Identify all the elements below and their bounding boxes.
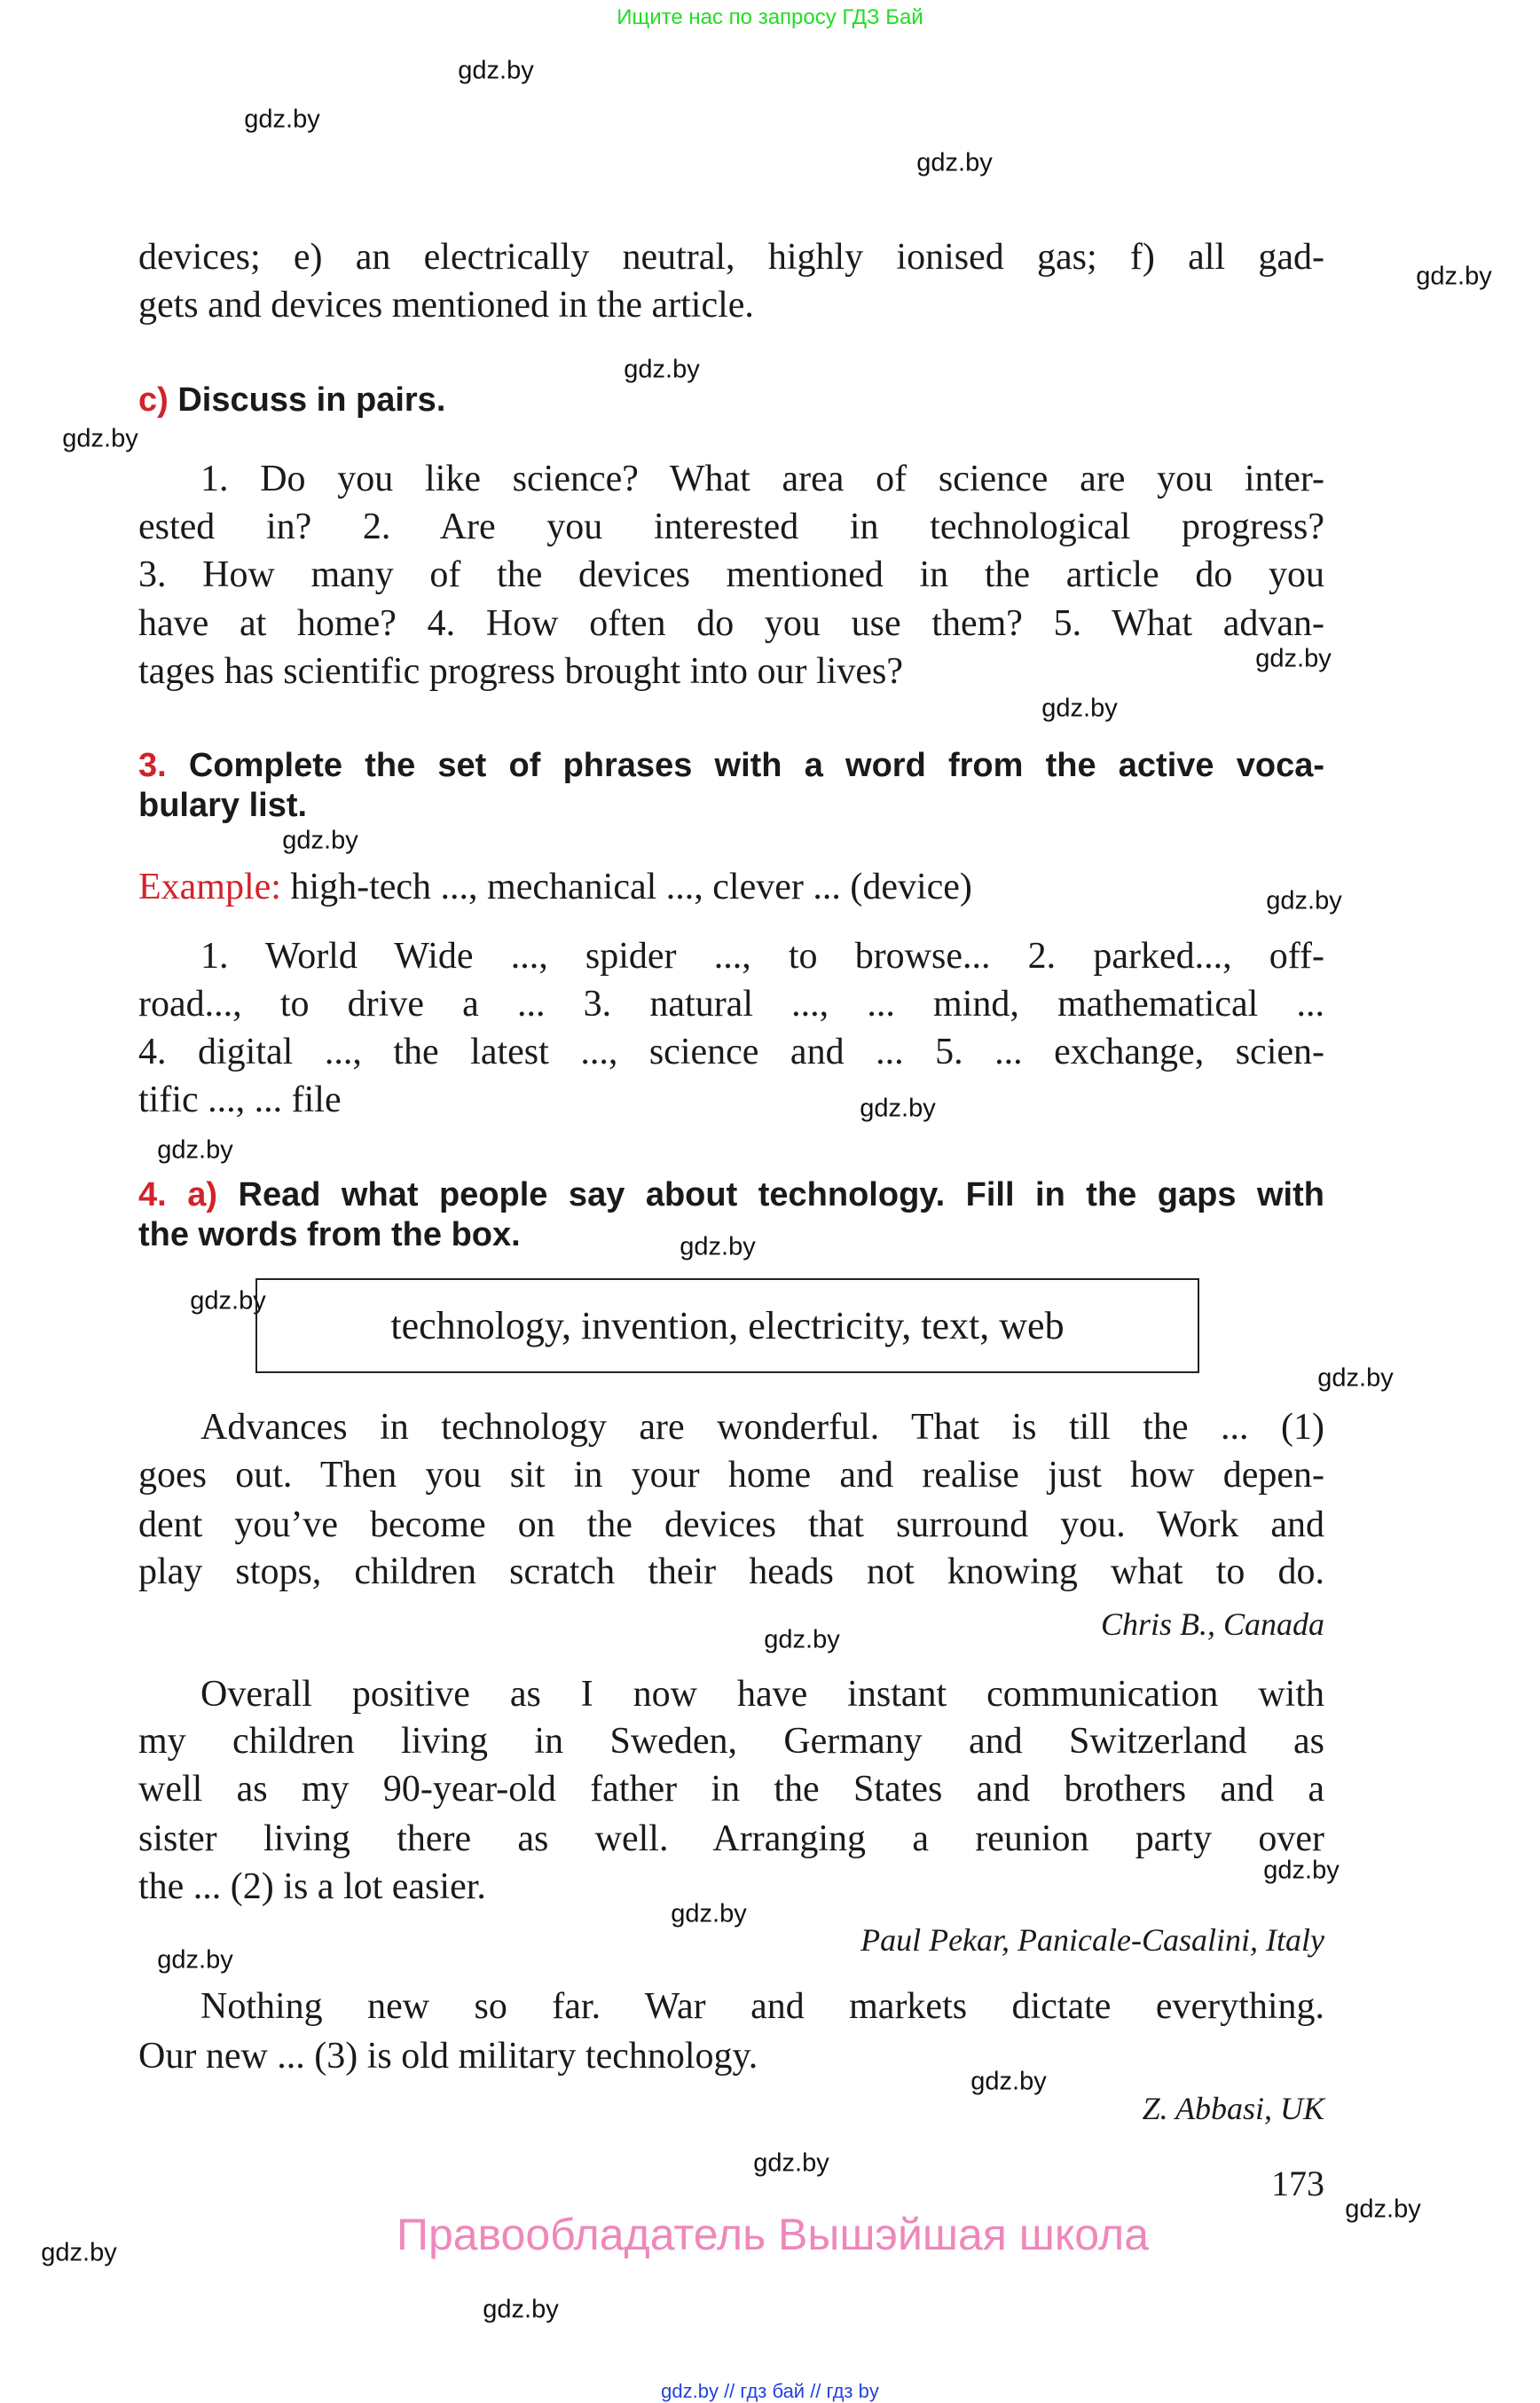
watermark: gdz.by	[1255, 644, 1332, 673]
quote-line: well as my 90-year-old father in the States and brothers and a	[138, 1769, 1324, 1810]
quote-line: play stops, children scratch their heads not knowing what to do.	[138, 1551, 1324, 1592]
watermark: gdz.by	[157, 1135, 233, 1165]
exercise-title-line: bulary list.	[138, 787, 308, 824]
exercise-4-heading	[138, 1174, 1324, 1215]
watermark: gdz.by	[671, 1899, 747, 1928]
exercise-number: 4.	[138, 1176, 167, 1213]
watermark: gdz.by	[860, 1094, 936, 1123]
text-line: tific ..., ... file	[138, 1080, 342, 1120]
watermark: gdz.by	[282, 826, 358, 855]
quote-line: Nothing new so far. War and markets dictate everything.	[200, 1986, 1324, 2027]
text-line: road..., to drive a ... 3. natural ..., ... mind, mathematical ...	[138, 984, 1324, 1025]
exercise-title: Read what people say about technology. Fill in the gaps with	[238, 1176, 1324, 1213]
text-line: have at home? 4. How often do you use them? 5. What advan-	[138, 603, 1324, 644]
example-line	[138, 863, 1324, 911]
quote-line: dent you’ve become on the devices that surround you. Work and	[138, 1504, 1324, 1545]
quote-line: Overall positive as I now have instant communication with	[200, 1674, 1324, 1715]
exercise-3-heading	[138, 745, 1324, 786]
exercise-number: 3.	[138, 747, 167, 784]
section-c-heading	[138, 380, 1324, 420]
text-line: 1. World Wide ..., spider ..., to browse... 2. parked..., off-	[200, 936, 1324, 977]
watermark: gdz.by	[1345, 2195, 1421, 2224]
quote-line: Our new ... (3) is old military technology.	[138, 2036, 758, 2077]
page-number: 173	[1271, 2163, 1324, 2203]
watermark: gdz.by	[1416, 262, 1492, 291]
watermark: gdz.by	[1263, 1856, 1340, 1885]
quote-line: goes out. Then you sit in your home and realise just how depen-	[138, 1455, 1324, 1496]
quote-author: Paul Pekar, Panicale-Casalini, Italy	[860, 1922, 1324, 1958]
exercise-label: a)	[187, 1176, 217, 1213]
quote-author: Z. Abbasi, UK	[1142, 2091, 1324, 2126]
watermark: gdz.by	[458, 56, 534, 85]
copyright-notice: Правообладатель Вышэйшая школа	[397, 2210, 1149, 2259]
watermark: gdz.by	[483, 2295, 559, 2324]
quote-line: sister living there as well. Arranging a reunion party over	[138, 1818, 1324, 1859]
watermark: gdz.by	[764, 1625, 840, 1654]
watermark: gdz.by	[41, 2238, 117, 2267]
quote-line: my children living in Sweden, Germany and Switzerland as	[138, 1721, 1324, 1762]
exercise-title-line: the words from the box.	[138, 1216, 521, 1253]
quote-line: the ... (2) is a lot easier.	[138, 1866, 486, 1907]
text-line: 3. How many of the devices mentioned in the article do you	[138, 554, 1324, 595]
quote-line: Advances in technology are wonderful. That is till the ... (1)	[200, 1407, 1324, 1448]
watermark: gdz.by	[1041, 694, 1118, 723]
text-line: devices; e) an electrically neutral, highly ionised gas; f) all gad-	[138, 237, 1324, 278]
watermark: gdz.by	[62, 424, 138, 453]
word-box	[255, 1278, 1199, 1373]
section-title: Discuss in pairs.	[177, 381, 446, 419]
bottom-links[interactable]: gdz.by // гдз бай // гдз by	[661, 2380, 879, 2402]
watermark: gdz.by	[157, 1945, 233, 1975]
example-label: Example:	[138, 867, 281, 907]
word-box-text: technology, invention, electricity, text, web	[390, 1304, 1065, 1347]
text-line: gets and devices mentioned in the article.	[138, 285, 754, 326]
watermark: gdz.by	[624, 355, 700, 384]
watermark: gdz.by	[753, 2148, 829, 2178]
watermark: gdz.by	[916, 148, 993, 177]
text-line: tages has scientific progress brought into our lives?	[138, 651, 903, 692]
quote-author: Chris B., Canada	[1100, 1606, 1324, 1642]
text-line: 4. digital ..., the latest ..., science and ... 5. ... exchange, scien-	[138, 1032, 1324, 1072]
watermark: gdz.by	[244, 105, 320, 134]
watermark: gdz.by	[680, 1232, 756, 1261]
exercise-title: Complete the set of phrases with a word from the active voca-	[188, 747, 1324, 784]
text-line: 1. Do you like science? What area of science are you inter-	[200, 459, 1324, 499]
watermark: gdz.by	[970, 2067, 1047, 2096]
watermark: gdz.by	[1317, 1363, 1394, 1393]
example-text: high-tech ..., mechanical ..., clever ... (device)	[290, 867, 972, 907]
section-label: c)	[138, 381, 169, 419]
top-banner[interactable]: Ищите нас по запросу ГДЗ Бай	[617, 5, 923, 29]
watermark: gdz.by	[1266, 886, 1342, 915]
watermark: gdz.by	[190, 1286, 266, 1315]
text-line: ested in? 2. Are you interested in technological progress?	[138, 507, 1324, 547]
